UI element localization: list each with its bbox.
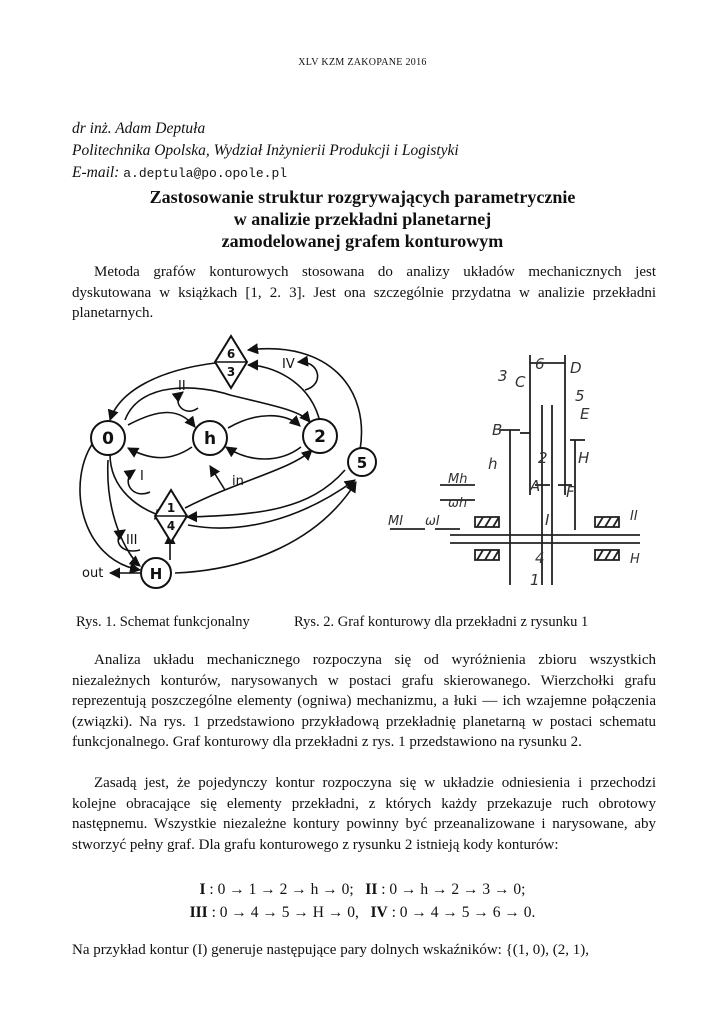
email-link[interactable]: a.deptula@po.opole.pl [123,166,288,181]
schema-label-3: 3 [498,367,508,385]
contour-I-code: : 0 → 1 → 2 → h → 0; [205,881,354,898]
paper-title [60,186,665,252]
contour-I-code-label: I [199,881,206,898]
node-H-label: H [149,565,163,583]
contour-II-code: : 0 → h → 2 → 3 → 0; [377,881,526,898]
diamond-bottom-a: 1 [166,501,176,515]
schema-label-E: E [580,405,590,423]
author-affiliation: Politechnika Opolska, Wydział Inżynierii Produkcji i Logistyki [72,142,459,159]
schema-label-B: B [492,421,503,439]
node-5-label: 5 [356,454,368,472]
contour-III-code: : 0 → 4 → 5 → H → 0, [207,904,359,921]
paragraph-analysis: Analiza układu mechanicznego rozpoczyna się od wyróżnienia zbioru wszystkich niezależnych konturów, narysowanych w postaci grafu skierowanego. Wierzchołki grafu reprezentują poszczególne elementy (ogniwa) mechanizmu, a łuki — ich wzajemne połączenia (związki). Na rys. 1 przedstawiono przykładową przekładnię planetarną w postaci schematu funkcjonalnego. Graf konturowy dla przekładni z rys. 1 przedstawiono na rysunku 2. [72,652,656,751]
contour-III-code-label: III [189,904,208,921]
figure-2-schema [380,345,660,600]
schema-label-5: 5 [575,387,585,405]
contour-IV-label: IV [282,357,295,372]
schema-label-h: h [488,455,498,473]
page-header: XLV KZM ZAKOPANE 2016 [298,57,427,68]
contour-III-label: III [126,533,138,548]
paragraph-example: Na przykład kontur (I) generuje następujące pary dolnych wskaźników: {(1, 0), (2, 1), [72,942,590,958]
caption-fig-2: Rys. 2. Graf konturowy dla przekładni z rysunku 1 [294,614,589,630]
paragraph-contour-rule: Zasadą jest, że pojedynczy kontur rozpoczyna się w układzie odniesienia i przechodzi kolejne obracające się elementy przekładni, z których każdy przekazuje ruch obrotowy następnemu. Wszystkie niezależne kontury powinny być przeanalizowane i narysowane, aby stworzyć pełny graf. Dla grafu konturowego z rysunku 2 istnieją kody konturów: [72,775,656,853]
schema-label-2: 2 [538,449,548,467]
schema-label-C: C [515,373,526,391]
title-line-2: w analizie przekładni planetarnej [233,209,492,229]
schema-label-D: D [570,359,582,377]
title-line-1: Zastosowanie struktur rozgrywających parametrycznie [149,187,576,207]
schema-label-A: A [530,477,541,495]
formula-line-2 [0,904,725,922]
diamond-bottom-b: 4 [166,519,176,533]
schema-label-MI: MI [388,514,404,529]
email-label: E-mail: [72,164,124,181]
schema-label-F: F [566,483,575,501]
schema-label-wI: ωI [425,514,440,529]
title-line-3: zamodelowanej grafem konturowym [221,231,504,251]
diamond-top-b: 3 [226,365,236,379]
schema-label-Mh: Mh [448,472,468,487]
contour-I-label: I [140,469,144,484]
schema-label-1: 1 [530,571,540,589]
author-name: dr inż. Adam Deptuła [72,120,206,137]
schema-label-I: I [545,511,550,529]
schema-label-4: 4 [535,549,545,567]
caption-fig-1: Rys. 1. Schemat funkcjonalny [76,614,250,630]
node-0-label: 0 [102,429,114,449]
node-2-label: 2 [314,427,326,447]
contour-II-label: II [178,379,186,394]
diamond-top-a: 6 [226,347,236,361]
schema-label-wh: ωh [448,496,468,511]
author-block [72,118,662,185]
contour-IV-code: : 0 → 4 → 5 → 6 → 0. [387,904,536,921]
contour-II-code-label: II [365,881,378,898]
schema-label-H: H [578,449,590,467]
node-h-label: h [203,429,217,449]
figure-1-graph [70,330,390,600]
contour-IV-code-label: IV [370,904,388,921]
out-label: out [82,566,104,581]
author-email-line [72,162,662,185]
formula-line-1 [0,881,725,899]
in-label: in [232,474,244,489]
schema-label-H-bottom: H [630,552,640,567]
schema-label-6: 6 [535,355,545,373]
schema-label-II: II [630,509,638,524]
paragraph-intro: Metoda grafów konturowych stosowana do analizy układów mechanicznych jest dyskutowana w książkach [1, 2. 3]. Jest ona szczególnie przydatna w analizie przekładni planetarnych. [72,264,656,322]
